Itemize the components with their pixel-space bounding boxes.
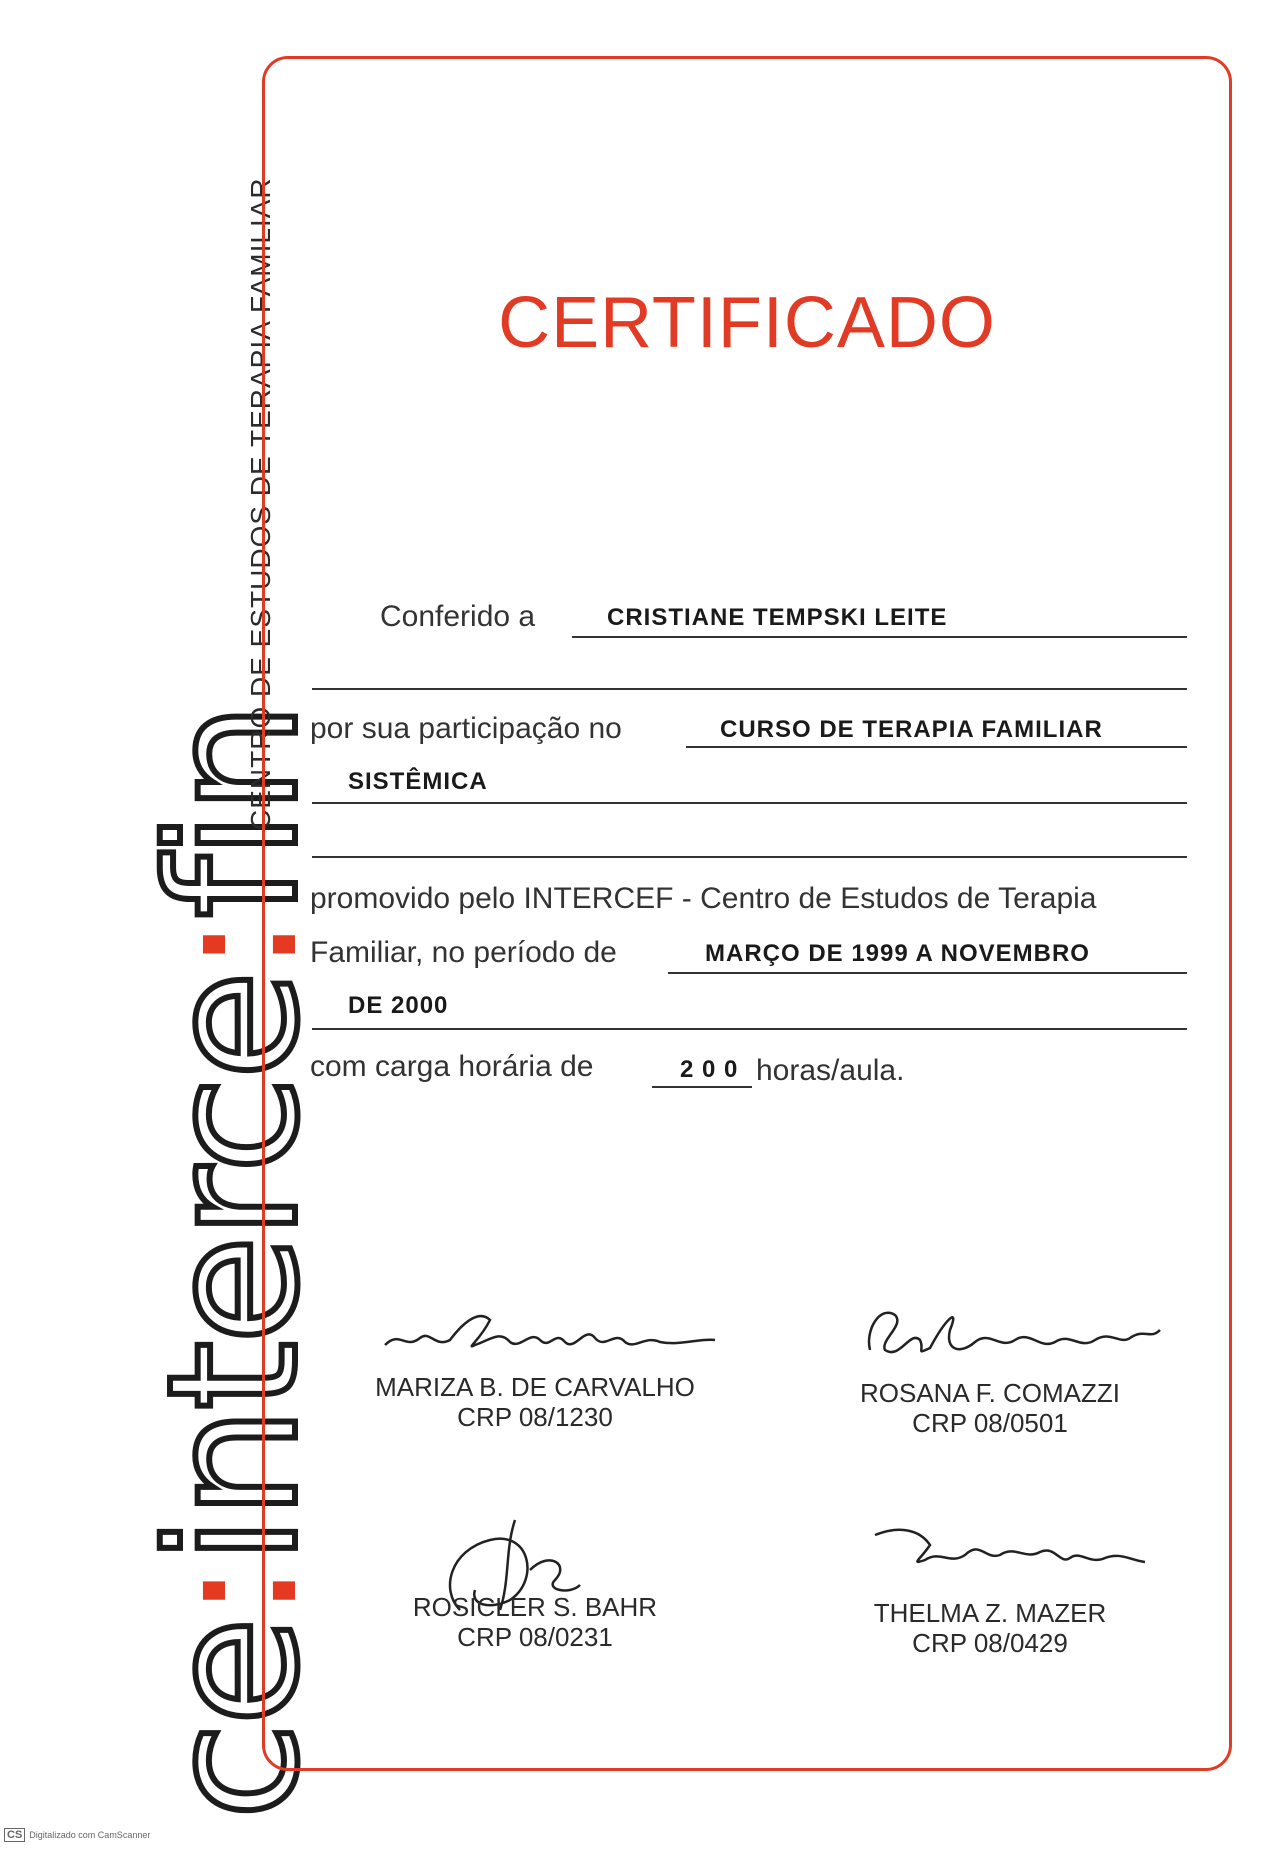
signature-rosana xyxy=(850,1300,1170,1380)
blank-line-1 xyxy=(312,688,1187,690)
period-label: Familiar, no período de xyxy=(310,936,617,969)
brand-strip xyxy=(0,0,337,1853)
conferred-label: Conferido a xyxy=(380,600,536,633)
workload-unit: horas/aula. xyxy=(756,1054,905,1087)
signatory-name: MARIZA B. DE CARVALHO xyxy=(375,1372,695,1402)
course-line-1 xyxy=(686,746,1187,748)
period-line-2 xyxy=(312,1028,1187,1030)
recipient-line xyxy=(572,636,1187,638)
signatory-crp: CRP 08/1230 xyxy=(457,1402,613,1432)
signature-thelma xyxy=(870,1510,1150,1590)
period-line2: DE 2000 xyxy=(348,992,449,1019)
workload-hours: 2 0 0 xyxy=(680,1056,739,1083)
workload-line xyxy=(652,1086,752,1088)
signatory-crp: CRP 08/0429 xyxy=(912,1628,1068,1658)
scanner-text: Digitalizado com CamScanner xyxy=(29,1830,151,1840)
signature-mariza xyxy=(380,1300,720,1380)
period-line1: MARÇO DE 1999 A NOVEMBRO xyxy=(705,940,1090,967)
signatory-crp: CRP 08/0501 xyxy=(912,1408,1068,1438)
recipient-name: CRISTIANE TEMPSKI LEITE xyxy=(607,604,948,631)
course-name-line2: SISTÊMICA xyxy=(348,768,488,795)
period-line-1 xyxy=(668,972,1187,974)
scanner-watermark xyxy=(4,1828,150,1842)
signatory-crp: CRP 08/0231 xyxy=(457,1622,613,1652)
course-name-line1: CURSO DE TERAPIA FAMILIAR xyxy=(720,716,1103,743)
blank-line-2 xyxy=(312,856,1187,858)
signatory-name: ROSANA F. COMAZZI xyxy=(859,1378,1121,1408)
signatory-name: THELMA Z. MAZER xyxy=(873,1598,1107,1628)
intercef-logo: ce:interce:fin xyxy=(130,705,337,1820)
camscanner-icon: CS xyxy=(4,1828,25,1842)
brand-tagline: CENTRO DE ESTUDOS DE TERAPIA FAMILIAR xyxy=(245,177,276,830)
signatory-name: ROSICLER S. BAHR xyxy=(412,1592,658,1622)
certificate-title: CERTIFICADO xyxy=(498,283,996,363)
workload-label: com carga horária de xyxy=(310,1050,594,1083)
participation-label: por sua participação no xyxy=(310,712,622,745)
promoted-text: promovido pelo INTERCEF - Centro de Estudos de Terapia xyxy=(310,882,1097,915)
course-line-2 xyxy=(312,802,1187,804)
